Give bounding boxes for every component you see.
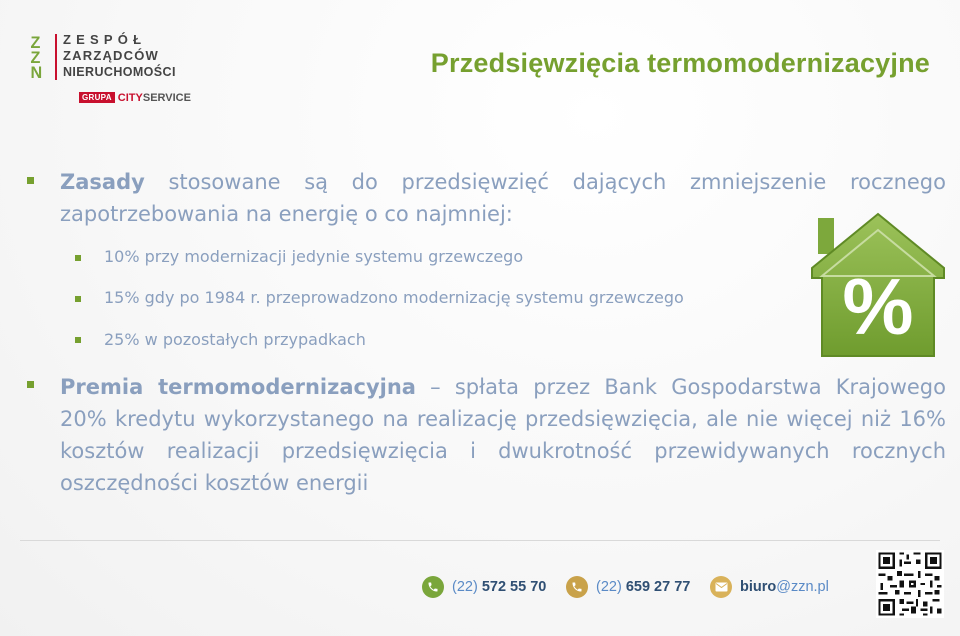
percent-symbol: % [842,262,914,351]
company-logo [30,32,200,104]
house-percent-icon [808,210,948,360]
contact-email [710,576,829,598]
email-user: biuro [740,579,777,595]
logo-grupa: GRUPA [79,92,115,103]
sub-item: 10% przy modernizacji jedynie systemu grzewczego [104,247,524,266]
phone-number: 659 27 77 [625,579,691,595]
paragraph-lead: Zasady [60,170,145,194]
bullet-marker [27,177,34,184]
mobile-phone-icon [566,576,588,598]
phone-number: 572 55 70 [481,579,547,595]
phone-prefix: (22) [452,579,478,595]
bullet-marker [27,381,34,388]
paragraph-bonus [60,371,946,499]
qr-code-image [876,550,944,618]
phone-prefix: (22) [596,579,622,595]
footer-divider [20,540,940,541]
contact-phone-1-text[interactable] [452,579,546,595]
paragraph-lead: Premia termomodernizacyjna [60,375,416,399]
logo-line-2: ZARZĄDCÓW [63,48,160,63]
logo-city: CITY [117,91,143,104]
logo-group-badge [79,87,191,104]
sub-bullet-marker [75,337,81,343]
paragraph-text: stosowane są do przedsięwzięć dających zmniejszenie rocznego zapotrzebowania na energię o co najmniej: [60,170,946,226]
logo-mark-letter: Z [30,48,41,67]
phone-icon [422,576,444,598]
sub-bullet-marker [75,296,81,302]
mail-icon [710,576,732,598]
contact-email-text[interactable] [740,579,829,595]
logo-mark-letter: N [30,63,43,82]
sub-item: 15% gdy po 1984 r. przeprowadzono modernizację systemu grzewczego [104,288,684,307]
email-domain: @zzn.pl [776,579,829,595]
contact-phone-2-text[interactable] [596,579,690,595]
sub-bullet-marker [75,255,81,261]
logo-text [63,32,176,80]
contact-phone-1 [422,576,546,598]
sub-item: 25% w pozostałych przypadkach [104,330,366,349]
logo-separator [55,34,57,80]
logo-mark [30,33,50,82]
logo-line-3: NIERUCHOMOŚCI [63,65,176,79]
page-title: Przedsięwzięcia termomodernizacyjne [430,48,930,78]
contact-phone-2 [566,576,690,598]
paragraph-text: – spłata przez Bank Gospodarstwa Krajowego 20% kredytu wykorzystanego na realizację przedsięwzięcia, ale nie więcej niż 16% kosztów realizacji przedsięwzięcia i dwukrotność przewidywanych rocznych oszczędności kosztów energii [60,375,946,495]
logo-line-1: ZESPÓŁ [63,32,147,47]
logo-service: SERVICE [142,91,191,104]
logo-mark-letter: Z [30,33,41,52]
